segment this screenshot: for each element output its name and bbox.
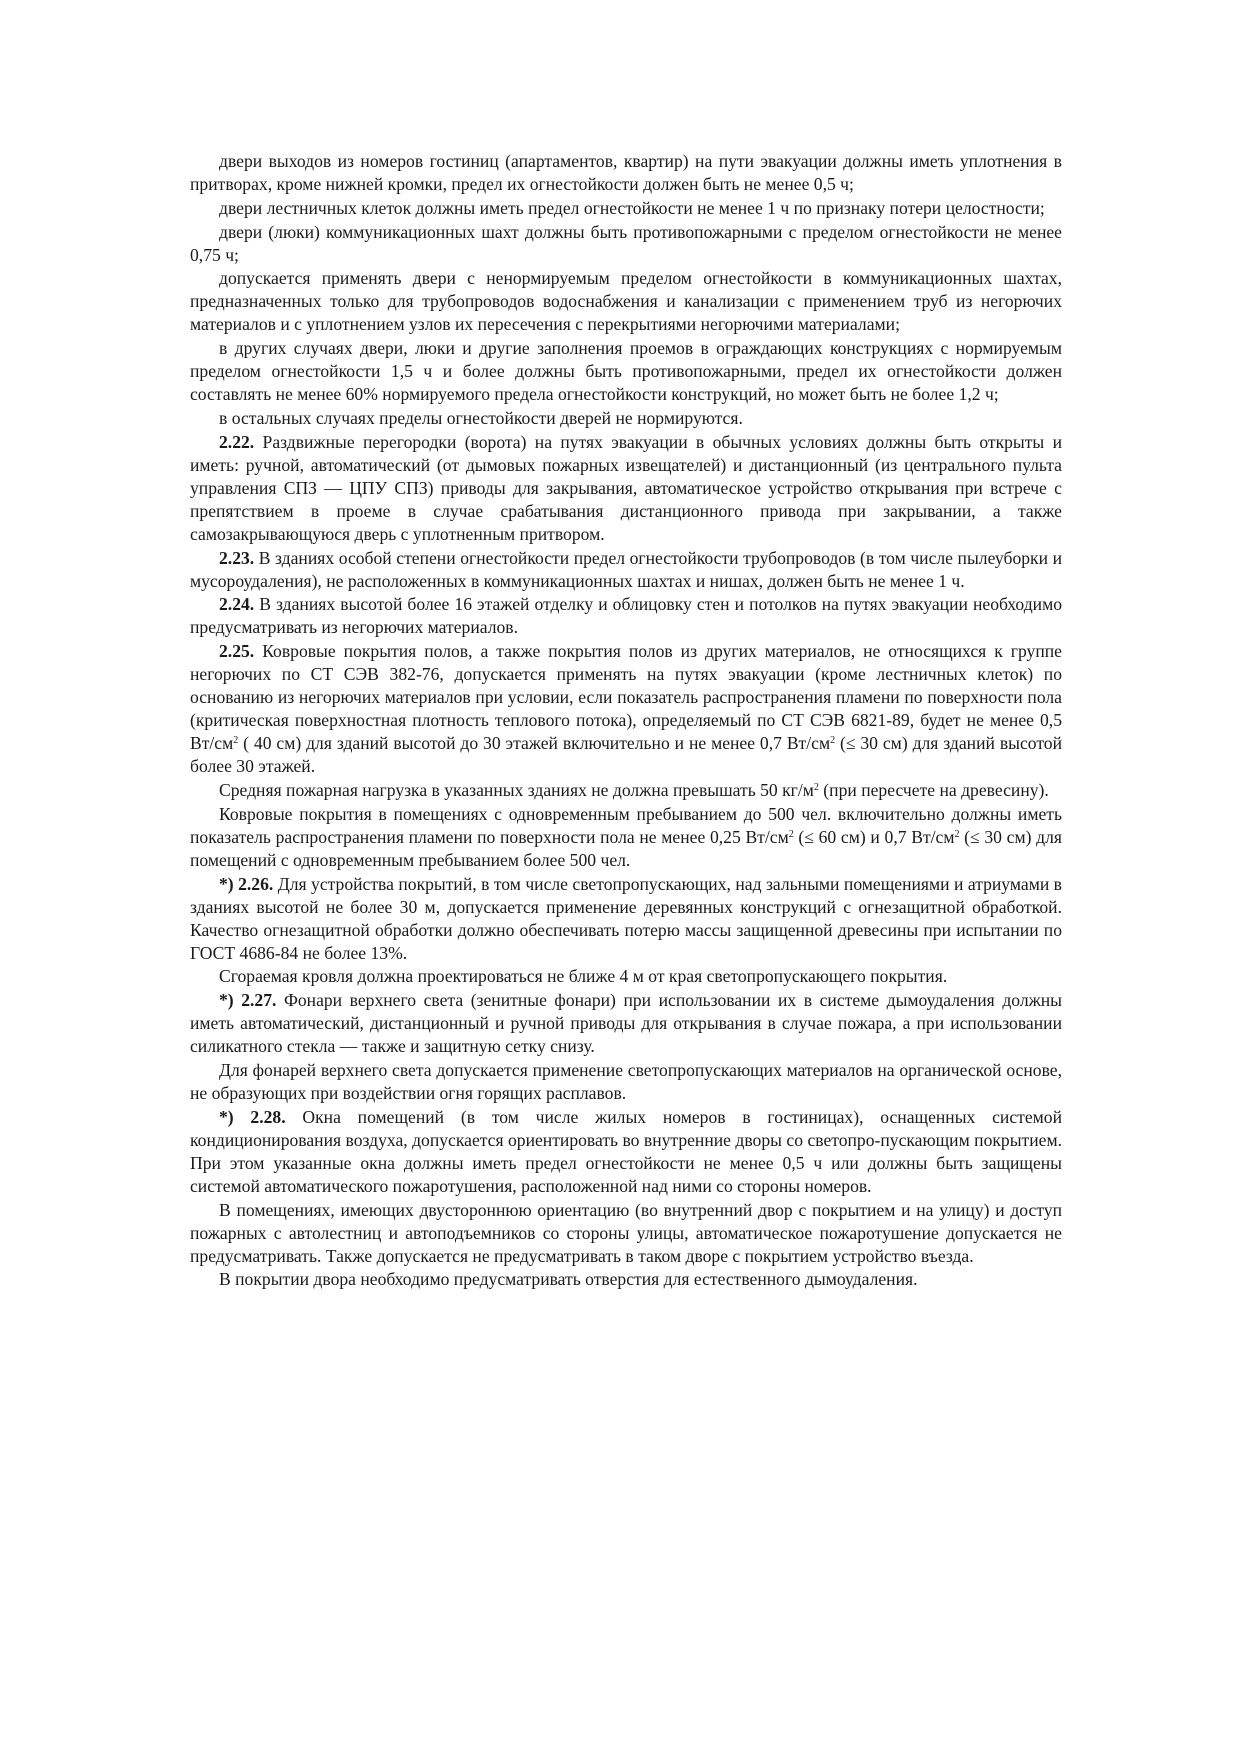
paragraph-rooms (190, 1199, 1062, 1268)
paragraph-text: допускается применять двери с ненормируемым пределом огнестойкости в коммуникационных шахтах, предназначенных только для трубопроводов водоснабжения и канализации с применением труб из негорючих материалов и с уплотнением узлов их пересечения с перекрытиями негорючими материалами; (190, 268, 1062, 335)
clause-number: 2.25. (219, 641, 255, 662)
paragraph-smoke-openings (190, 1268, 1062, 1291)
paragraph-text: В покрытии двора необходимо предусматривать отверстия для естественного дымоудаления. (219, 1269, 918, 1290)
paragraph-text: В зданиях высотой более 16 этажей отделку и облицовку стен и потолков на путях эвакуации необходимо предусматривать из негорючих материалов. (190, 594, 1063, 638)
paragraph-text: Ковровые покрытия полов, а также покрытия полов из других материалов, не относящихся к группе негорючих по СТ СЭВ 382-76, допускается применять на путях эвакуации (кроме лестничных клеток) по основанию из негорючих материалов при условии, если показатель распространения пламени по поверхности пола (критическая поверхностная плотность теплового потока), определяемый по СТ СЭВ 6821-89, будет не менее 0,5 Вт/см (190, 641, 1062, 754)
clause-number: *) 2.28. (219, 1106, 286, 1127)
clause-number: 2.23. (219, 547, 255, 568)
paragraph-carpets (190, 803, 1062, 872)
paragraph-text: Окна помещений (в том числе жилых номеров в гостиницах), оснащенных системой кондиционирования воздуха, допускается ориентировать во внутренние дворы со светопро-пускающим покрытием. При этом указанные окна должны иметь предел огнестойкости не менее 0,5 ч или должны быть защищены системой автоматического пожаротушения, расположенной над ними со стороны номеров. (190, 1106, 1062, 1196)
paragraph-text: в других случаях двери, люки и другие заполнения проемов в ограждающих конструкциях с нормируемым пределом огнестойкости 1,5 ч и более должны быть противопожарными, предел их огнестойкости должен составлять не менее 60% нормируемого предела огнестойкости конструкций, но может быть не более 1,2 ч; (190, 338, 1062, 405)
clause-2-26 (190, 873, 1062, 965)
clause-2-24 (190, 593, 1062, 639)
paragraph-text: двери выходов из номеров гостиниц (апартаментов, квартир) на пути эвакуации должны иметь уплотнения в притворах, кроме нижней кромки, предел их огнестойкости должен быть не менее 0,5 ч; (190, 151, 1062, 194)
paragraph-text: (≤ 30 см) для зданий высотой более 30 этажей. (190, 733, 1062, 777)
paragraph-text: В помещениях, имеющих двустороннюю ориентацию (во внутренний двор с покрытием и на улицу) и доступ пожарных с автолестниц и автоподъемников со стороны улицы, автоматическое пожаротушение допускается не предусматривать. Также допускается не предусматривать в таком дворе с покрытием устройство въезда. (190, 1199, 1062, 1266)
paragraph-text: Для устройства покрытий, в том числе светопропускающих, над зальными помещениями и атриумами в зданиях высотой не более 30 м, допускается применение деревянных конструкций с огнезащитной обработкой. Качество огнезащитной обработки должно обеспечивать потерю массы защищенной древесины при испытании по ГОСТ 4686-84 не более 13%. (190, 873, 1062, 963)
superscript: 2 (813, 781, 819, 793)
paragraph-text: Для фонарей верхнего света допускается применение светопропускающих материалов на органической основе, не образующих при воздействии огня горящих расплавов. (190, 1059, 1062, 1103)
paragraph-6 (190, 407, 1062, 430)
superscript: 2 (954, 828, 960, 840)
paragraph-text: Фонари верхнего света (зенитные фонари) при использовании их в системе дымоудаления должны иметь автоматический, дистанционный и ручной приводы для открывания в случае пожара, а при использовании силикатного стекла — также и защитную сетку снизу. (190, 990, 1063, 1057)
paragraph-1 (190, 150, 1062, 196)
clause-number: *) 2.27. (219, 990, 277, 1011)
paragraph-text: Ковровые покрытия в помещениях с одновременным пребыванием до 500 чел. включительно должны иметь показатель распространения пламени по поверхности пола не менее 0,25 Вт/см (190, 803, 1062, 847)
paragraph-text: двери (люки) коммуникационных шахт должны быть противопожарными с пределом огнестойкости не менее 0,75 ч; (190, 221, 1062, 265)
paragraph-3 (190, 221, 1062, 267)
paragraph-2 (190, 197, 1062, 220)
superscript: 2 (788, 828, 794, 840)
paragraph-text: (≤ 30 см) для помещений с одновременным пребыванием более 500 чел. (190, 826, 1062, 870)
superscript: 2 (830, 735, 836, 747)
clause-number: *) 2.26. (219, 873, 274, 894)
clause-2-28 (190, 1106, 1062, 1198)
document-body (190, 150, 1062, 1292)
paragraph-text: (при пересчете на древесину). (818, 779, 1049, 800)
paragraph-roof (190, 965, 1062, 988)
paragraph-text: ( 40 см) для зданий высотой до 30 этажей включительно и не менее 0,7 Вт/см (238, 733, 831, 754)
paragraph-text: В зданиях особой степени огнестойкости предел огнестойкости трубопроводов (в том числе пылеуборки и мусороудаления), не расположенных в коммуникационных шахтах и нишах, должен быть не менее 1 ч. (190, 547, 1062, 591)
paragraph-4 (190, 267, 1062, 336)
paragraph-text: (≤ 60 см) и 0,7 Вт/см (793, 826, 955, 847)
paragraph-text: Сгораемая кровля должна проектироваться не ближе 4 м от края светопропускающего покрытия. (219, 966, 948, 987)
clause-number: 2.24. (219, 594, 255, 615)
clause-2-27 (190, 989, 1062, 1058)
paragraph-fire-load (190, 779, 1062, 802)
clause-2-23 (190, 547, 1062, 593)
clause-2-22 (190, 431, 1062, 546)
clause-2-25 (190, 640, 1062, 778)
paragraph-skylights (190, 1059, 1062, 1105)
paragraph-text: двери лестничных клеток должны иметь предел огнестойкости не менее 1 ч по признаку потери целостности; (219, 197, 1045, 218)
superscript: 2 (233, 735, 239, 747)
clause-number: 2.22. (219, 431, 255, 452)
paragraph-text: Средняя пожарная нагрузка в указанных зданиях не должна превышать 50 кг/м (219, 779, 814, 800)
paragraph-text: Раздвижные перегородки (ворота) на путях эвакуации в обычных условиях должны быть открыты и иметь: ручной, автоматический (от дымовых пожарных извещателей) и дистанционный (из центрального пульта управления СПЗ — ЦПУ СПЗ) приводы для закрывания, автоматическое устройство открывания при встрече с препятствием в проеме в случае срабатывания дистанционного привода при закрывании, а также самозакрывающуюся дверь с уплотненным притвором. (190, 431, 1062, 544)
paragraph-5 (190, 337, 1062, 406)
paragraph-text: в остальных случаях пределы огнестойкости дверей не нормируются. (219, 407, 743, 428)
